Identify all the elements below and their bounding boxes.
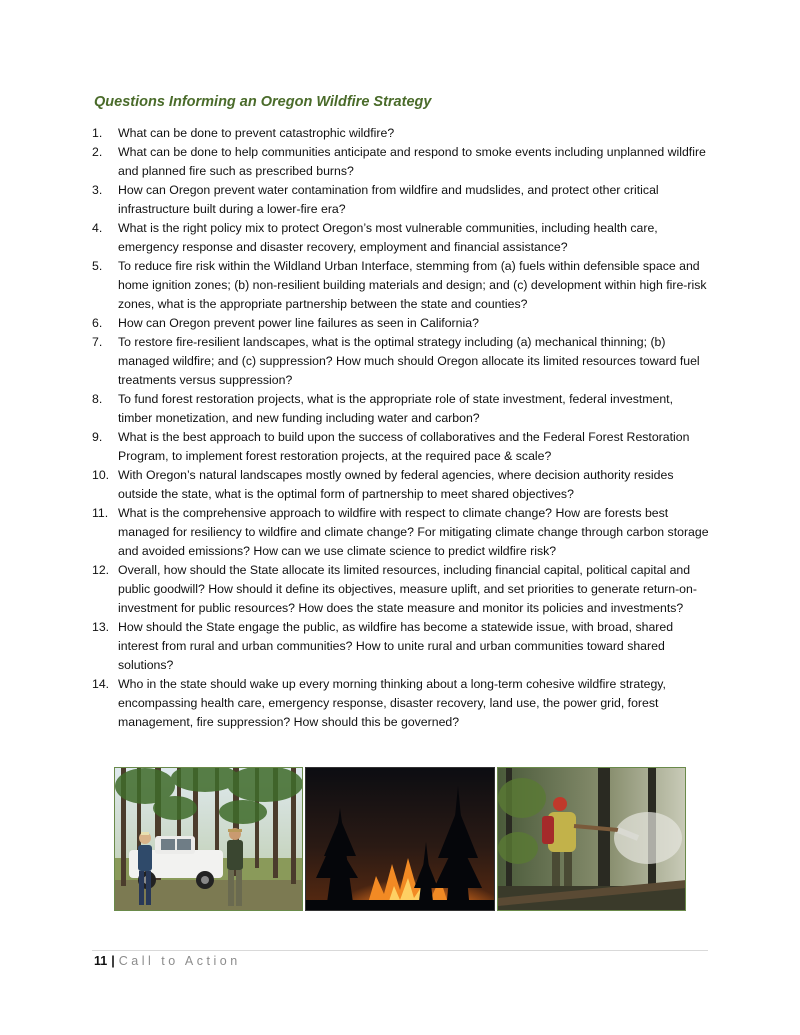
question-text: Who in the state should wake up every morning thinking about a long-term cohesive wildfire strategy, encompassing health care, emergency response, disaster recovery, land use, the power grid, forest management, fire suppression? How should this be governed?: [118, 677, 666, 729]
question-number: 1.: [92, 126, 103, 140]
question-text: To reduce fire risk within the Wildland Urban Interface, stemming from (a) fuels within defensible space and home ignition zones; (b) non-resilient building materials and design; and (c) development within high fire-risk zones, what is the appropriate partnership between the state and counties?: [118, 259, 707, 311]
question-number: 5.: [92, 259, 103, 273]
question-number: 2.: [92, 145, 103, 159]
question-text: What can be done to help communities anticipate and respond to smoke events including unplanned wildfire and planned fire such as prescribed burns?: [118, 145, 706, 178]
question-item: [92, 428, 710, 466]
question-text: What is the comprehensive approach to wildfire with respect to climate change? How are forests best managed for resiliency to wildfire and climate change? For mitigating climate change through carbon storage and avoided emissions? How can we use climate science to predict wildfire risk?: [118, 506, 709, 558]
question-item: [92, 504, 710, 561]
question-text: To restore fire-resilient landscapes, what is the optimal strategy including (a) mechanical thinning; (b) managed wildfire; and (c) suppression? How much should Oregon allocate its limited resources toward fuel treatments versus suppression?: [118, 335, 700, 387]
question-number: 13.: [92, 620, 110, 634]
forest-fire-night-photo: [305, 767, 494, 911]
question-item: [92, 390, 710, 428]
question-text: How can Oregon prevent water contamination from wildfire and mudslides, and protect other critical infrastructure built during a lower-fire era?: [118, 183, 659, 216]
question-item: [92, 124, 710, 143]
question-text: What can be done to prevent catastrophic wildfire?: [118, 126, 395, 140]
section-heading: Questions Informing an Oregon Wildfire Strategy: [94, 94, 432, 110]
page-number: 11: [94, 954, 108, 968]
question-item: [92, 257, 710, 314]
question-text: How should the State engage the public, as wildfire has become a statewide issue, with broad, shared interest from rural and urban communities? How to unite rural and urban communities toward shared solutions?: [118, 620, 674, 672]
footer-separator: |: [111, 954, 115, 968]
question-item: [92, 143, 710, 181]
question-number: 3.: [92, 183, 103, 197]
question-item: [92, 466, 710, 504]
question-item: [92, 333, 710, 390]
question-item: [92, 618, 710, 675]
question-item: [92, 314, 710, 333]
question-number: 7.: [92, 335, 103, 349]
footer-section-title: Call to Action: [118, 954, 241, 968]
question-number: 4.: [92, 221, 103, 235]
questions-list: [92, 124, 710, 732]
question-text: How can Oregon prevent power line failures as seen in California?: [118, 316, 479, 330]
question-item: [92, 219, 710, 257]
page-footer: [94, 954, 241, 968]
question-number: 14.: [92, 677, 110, 691]
question-number: 10.: [92, 468, 110, 482]
question-item: [92, 675, 710, 732]
question-text: With Oregon’s natural landscapes mostly owned by federal agencies, where decision authority resides outside the state, what is the optimal form of partnership to meet shared objectives?: [118, 468, 674, 501]
photo-strip: [114, 767, 686, 911]
question-number: 11.: [92, 506, 109, 520]
question-item: [92, 561, 710, 618]
question-text: What is the best approach to build upon the success of collaboratives and the Federal Forest Restoration Program, to implement forest restoration projects, at the required pace & scale?: [118, 430, 690, 463]
question-item: [92, 181, 710, 219]
question-number: 8.: [92, 392, 103, 406]
question-text: To fund forest restoration projects, what is the appropriate role of state investment, federal investment, timber monetization, and new funding including water and carbon?: [118, 392, 674, 425]
question-number: 6.: [92, 316, 103, 330]
question-text: What is the right policy mix to protect Oregon’s most vulnerable communities, including health care, emergency response and disaster recovery, employment and financial assistance?: [118, 221, 658, 254]
forest-truck-photo: [114, 767, 303, 911]
question-text: Overall, how should the State allocate its limited resources, including financial capital, political capital and public goodwill? How should it define its objectives, measure uplift, and set priorities to generate return-on-investment for public resources? How does the state measure and monitor its policies and investments?: [118, 563, 697, 615]
question-number: 12.: [92, 563, 110, 577]
firefighter-photo: [497, 767, 686, 911]
footer-divider: [92, 950, 708, 951]
question-number: 9.: [92, 430, 103, 444]
